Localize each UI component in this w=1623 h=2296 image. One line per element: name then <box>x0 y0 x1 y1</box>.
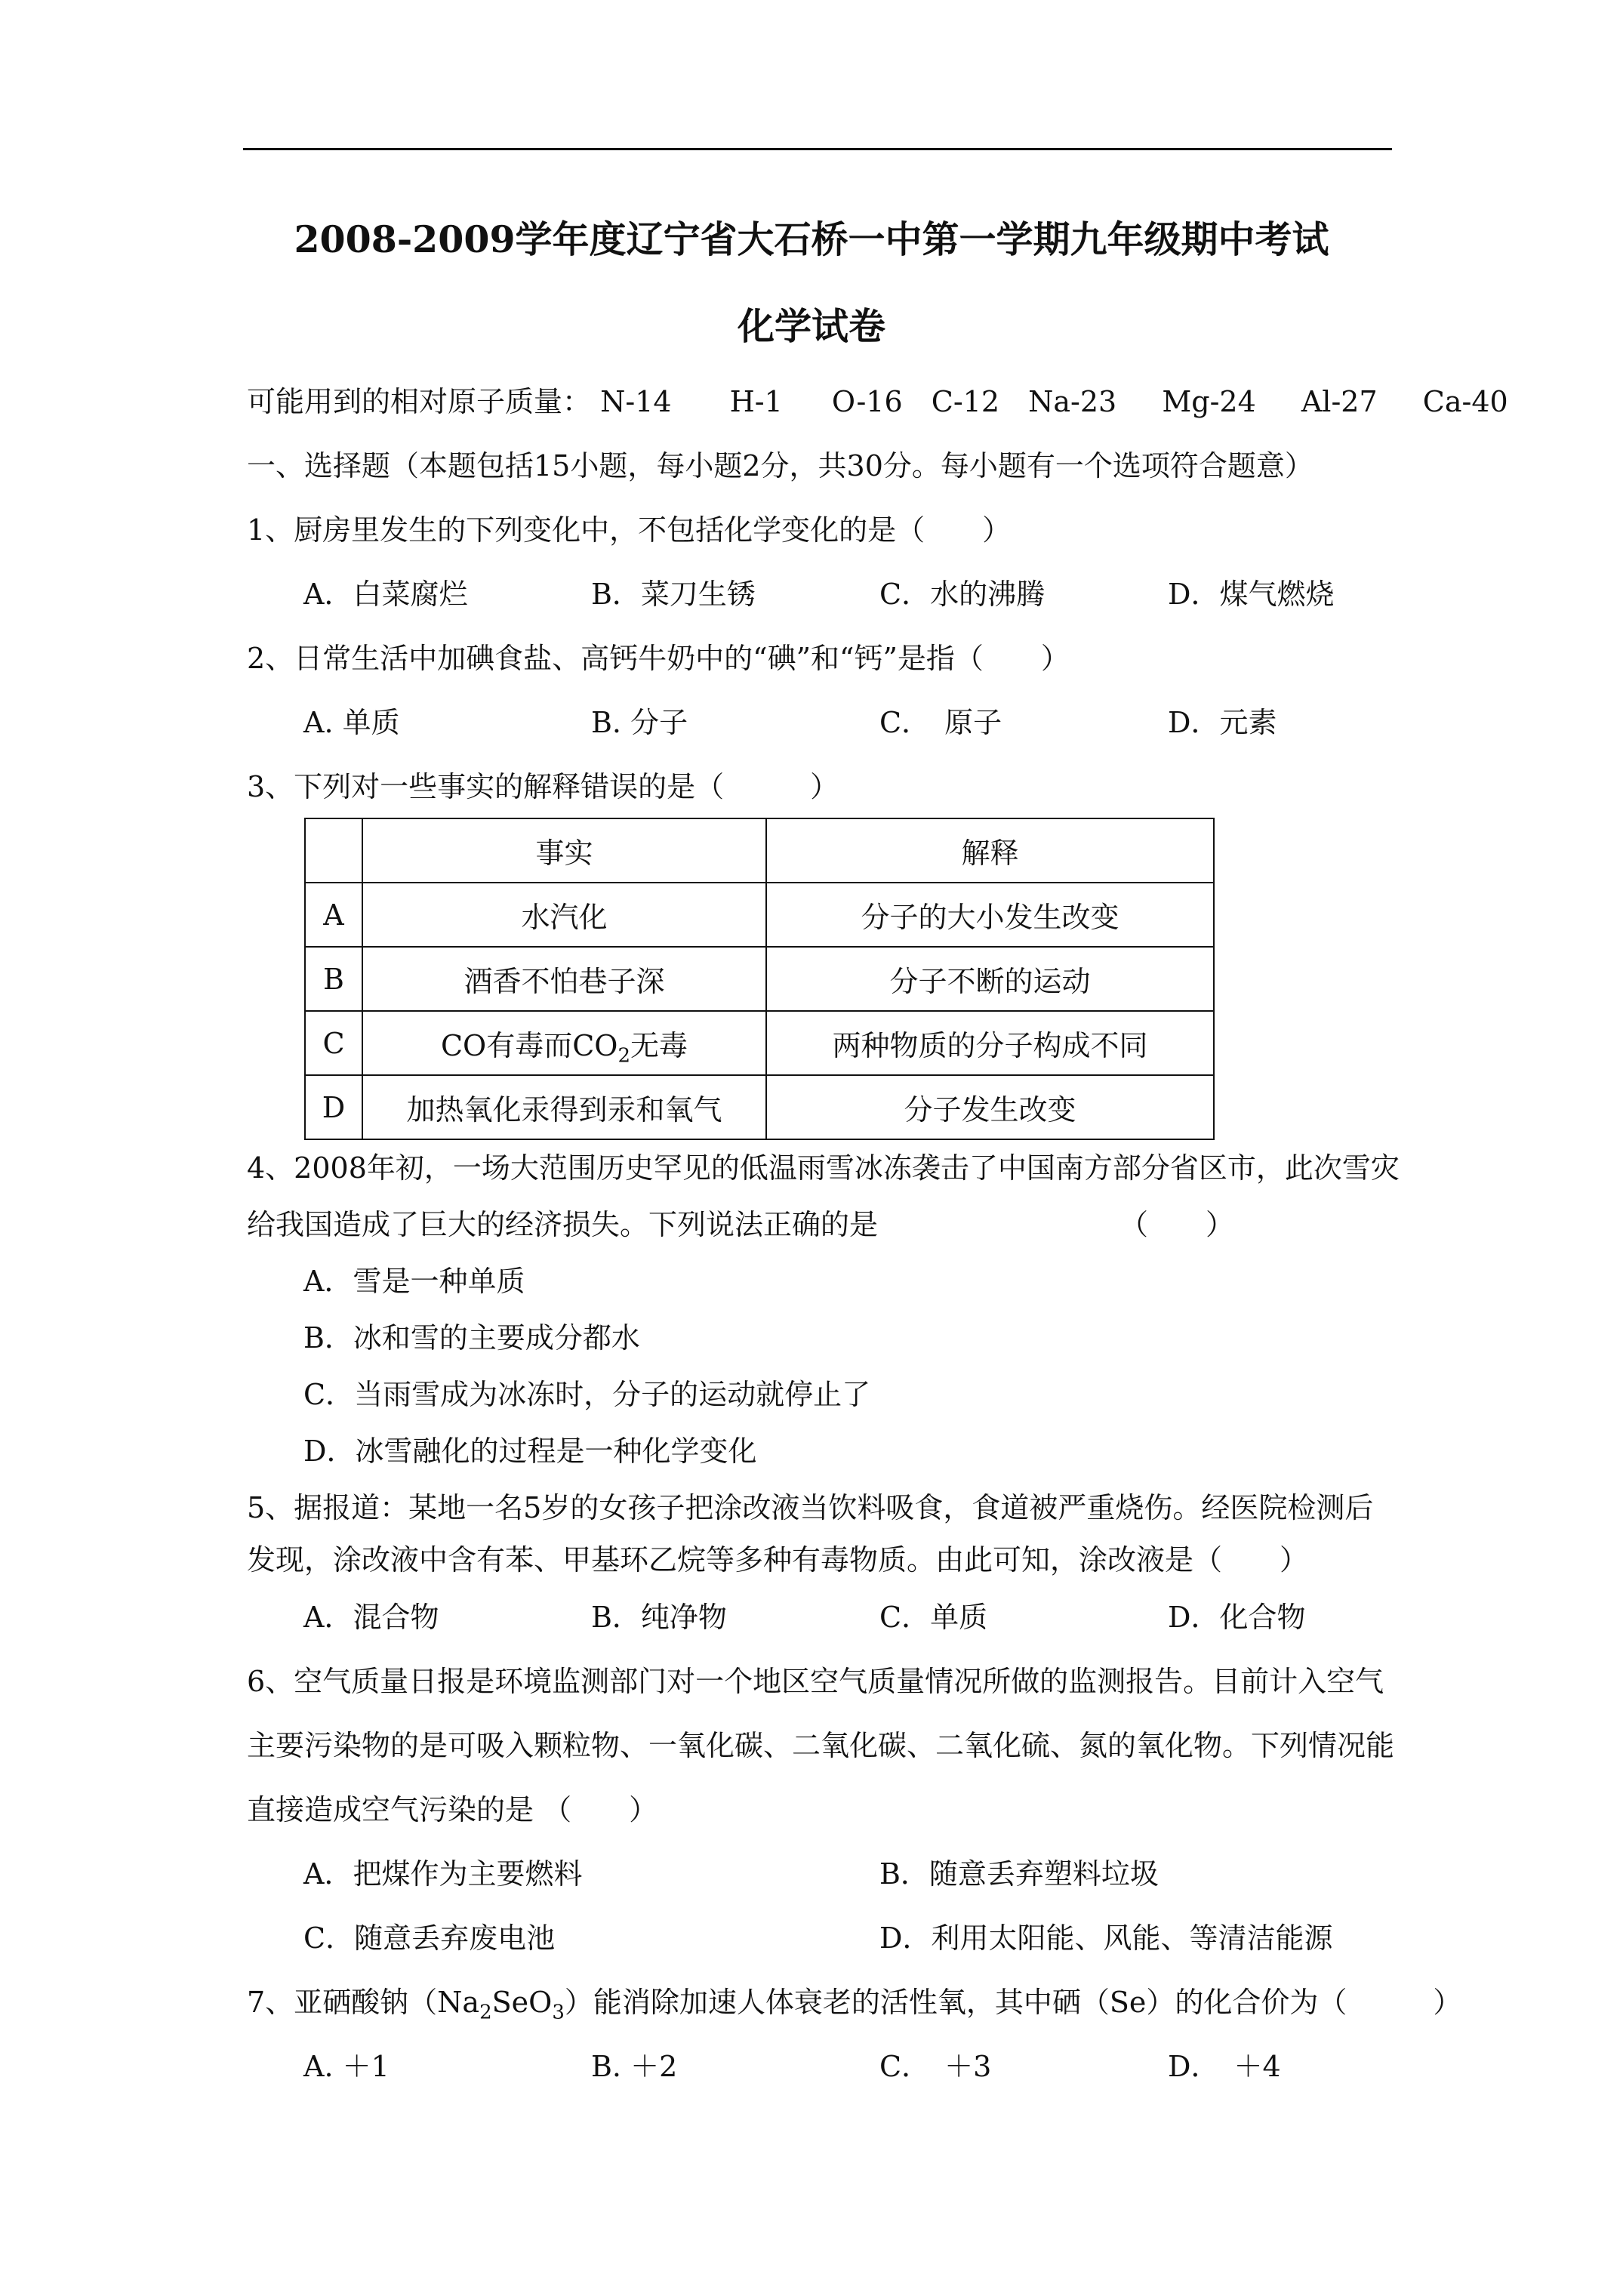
row-key: D <box>305 1075 362 1139</box>
table-row <box>305 1011 1214 1075</box>
question-6-stem-line-2: 主要污染物的是可吸入颗粒物、一氧化碳、二氧化碳、二氧化硫、氮的氧化物。下列情况能 <box>247 1729 1395 1762</box>
q2-option-b: B. 分子 <box>591 706 688 739</box>
question-4-stem-line-1: 4、2008年初，一场大范围历史罕见的低温雨雪冰冻袭击了中国南方部分省区市，此次雪灾 <box>247 1151 1400 1185</box>
q2-option-c: C． 原子 <box>879 706 1002 739</box>
exam-subtitle: 化学试卷 <box>737 304 885 348</box>
mass-item: H-1 <box>729 385 783 418</box>
q2-option-a: A. 单质 <box>303 706 400 739</box>
mass-item: Al-27 <box>1301 385 1378 418</box>
q7-option-a: A. ＋1 <box>303 2050 390 2083</box>
row-explanation: 两种物质的分子构成不同 <box>766 1011 1214 1075</box>
row-explanation: 分子发生改变 <box>766 1075 1214 1139</box>
row-fact: 酒香不怕巷子深 <box>362 947 766 1011</box>
atomic-masses <box>247 383 1508 421</box>
q2-option-d: D．元素 <box>1168 706 1277 739</box>
q5-option-c: C．单质 <box>879 1601 988 1634</box>
q5-option-a: A．混合物 <box>303 1601 439 1634</box>
subscript: 2 <box>479 2001 492 2024</box>
subscript: 2 <box>617 1044 630 1068</box>
q4-option-b: B．冰和雪的主要成分都水 <box>303 1321 640 1354</box>
subscript: 3 <box>552 2001 565 2024</box>
row-fact <box>362 1011 766 1075</box>
question-6-stem-line-1: 6、空气质量日报是环境监测部门对一个地区空气质量情况所做的监测报告。目前计入空气 <box>247 1665 1384 1698</box>
exam-title: 2008-2009学年度辽宁省大石桥一中第一学期九年级期中考试 <box>294 217 1329 261</box>
question-5-stem-line-2: 发现，涂改液中含有苯、甲基环乙烷等多种有毒物质。由此可知，涂改液是（ ） <box>247 1543 1309 1576</box>
question-7-stem <box>247 1983 1462 2024</box>
mass-item: Ca-40 <box>1422 385 1508 418</box>
q6-option-b: B．随意丢弃塑料垃圾 <box>879 1857 1159 1891</box>
table-header-cell: 解释 <box>766 818 1214 883</box>
q4-option-c: C．当雨雪成为冰冻时，分子的运动就停止了 <box>303 1378 871 1411</box>
q7-option-c: C． ＋3 <box>879 2050 992 2083</box>
q1-option-d: D．煤气燃烧 <box>1168 578 1335 611</box>
mass-item: N-14 <box>600 385 672 418</box>
q4-option-d: D．冰雪融化的过程是一种化学变化 <box>303 1435 757 1468</box>
fact-text: CO有毒而CO <box>440 1029 618 1062</box>
q6-option-a: A．把煤作为主要燃料 <box>303 1857 583 1891</box>
table-row <box>305 947 1214 1011</box>
row-key: B <box>305 947 362 1011</box>
atomic-masses-label: 可能用到的相对原子质量： <box>247 385 592 418</box>
mass-item: Mg-24 <box>1162 385 1256 418</box>
question-4-stem-line-2: 给我国造成了巨大的经济损失。下列说法正确的是 <box>247 1208 879 1241</box>
section-heading: 一、选择题（本题包括15小题，每小题2分，共30分。每小题有一个选项符合题意） <box>247 449 1313 482</box>
question-6-stem-line-3: 直接造成空气污染的是 （ ） <box>247 1793 658 1826</box>
row-key: C <box>305 1011 362 1075</box>
question-1-stem: 1、厨房里发生的下列变化中，不包括化学变化的是（ ） <box>247 513 1012 547</box>
table-header-row <box>305 818 1214 883</box>
question-5-stem-line-1: 5、据报道：某地一名5岁的女孩子把涂改液当饮料吸食，食道被严重烧伤。经医院检测后 <box>247 1491 1374 1524</box>
table-header-cell <box>305 818 362 883</box>
q7-text: ）能消除加速人体衰老的活性氧，其中硒（Se）的化合价为（ ） <box>564 1986 1462 2019</box>
q1-option-a: A．白菜腐烂 <box>303 578 468 611</box>
q7-option-d: D． ＋4 <box>1168 2050 1281 2083</box>
row-explanation: 分子的大小发生改变 <box>766 883 1214 947</box>
q4-option-a: A．雪是一种单质 <box>303 1265 525 1298</box>
question-2-stem: 2、日常生活中加碘食盐、高钙牛奶中的“碘”和“钙”是指（ ） <box>247 642 1070 675</box>
question-4-answer-paren: （ ） <box>1119 1208 1235 1241</box>
row-key: A <box>305 883 362 947</box>
row-explanation: 分子不断的运动 <box>766 947 1214 1011</box>
table-row <box>305 883 1214 947</box>
q5-option-b: B．纯净物 <box>591 1601 727 1634</box>
q6-option-d: D．利用太阳能、风能、等清洁能源 <box>879 1922 1333 1955</box>
mass-item: C-12 <box>931 385 1000 418</box>
mass-item: O-16 <box>831 385 903 418</box>
mass-item: Na-23 <box>1028 385 1117 418</box>
facts-table <box>304 818 1215 1140</box>
q1-option-c: C．水的沸腾 <box>879 578 1046 611</box>
q7-text: SeO <box>491 1986 553 2019</box>
fact-text: 无毒 <box>630 1029 688 1062</box>
q1-option-b: B．菜刀生锈 <box>591 578 756 611</box>
q7-text: 7、亚硒酸钠（Na <box>247 1986 480 2019</box>
row-fact: 加热氧化汞得到汞和氧气 <box>362 1075 766 1139</box>
q6-option-c: C．随意丢弃废电池 <box>303 1922 556 1955</box>
q5-option-d: D．化合物 <box>1168 1601 1306 1634</box>
table-header-cell: 事实 <box>362 818 766 883</box>
question-3-stem: 3、下列对一些事实的解释错误的是（ ） <box>247 770 839 803</box>
row-fact: 水汽化 <box>362 883 766 947</box>
header-rule <box>243 148 1392 150</box>
q7-option-b: B. ＋2 <box>591 2050 678 2083</box>
table-row <box>305 1075 1214 1139</box>
